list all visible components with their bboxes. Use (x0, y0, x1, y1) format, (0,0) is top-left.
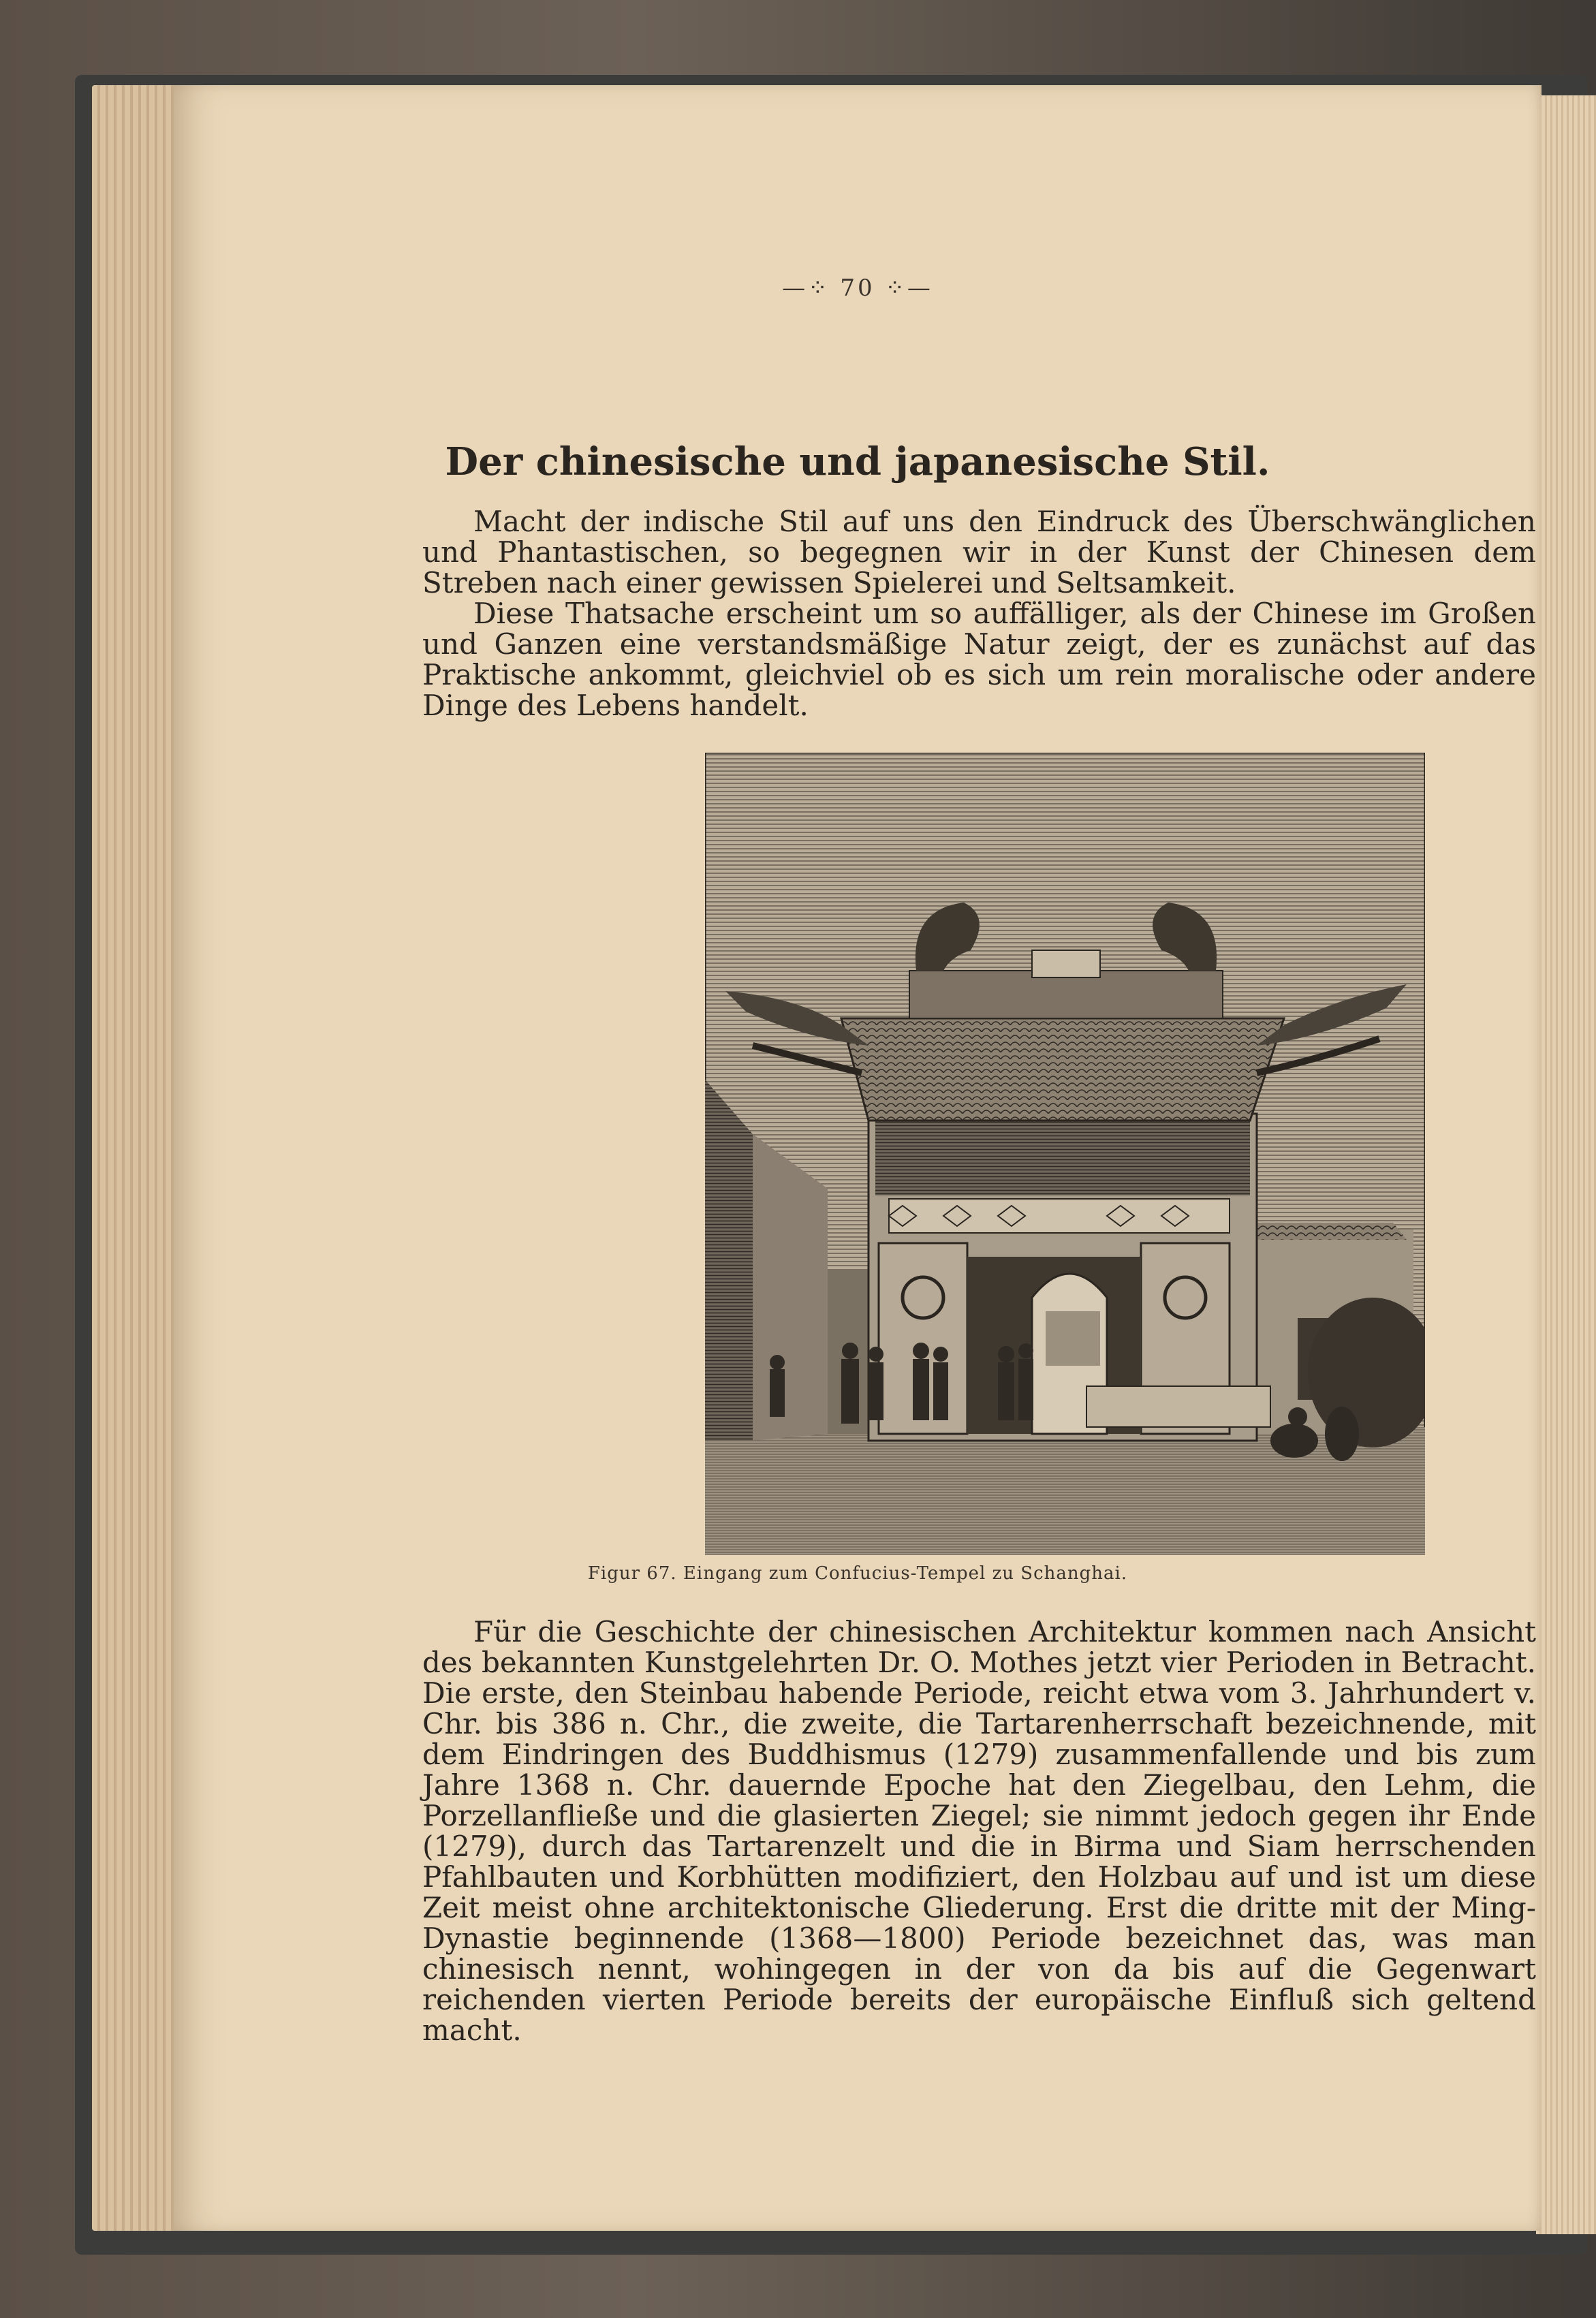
paragraph-1: Macht der indische Stil auf uns den Eindruck des Überschwänglichen und Phantastischen, so begegnen wir in der Kunst der Chinesen dem Streben nach einer gewissen Spielerei und Seltsamkeit. (422, 505, 1536, 599)
page-number: —⁘ 70 ⁘— (782, 275, 933, 302)
page-edges-right (1536, 95, 1596, 2234)
paragraph-3: Für die Geschichte der chinesischen Architektur kommen nach Ansicht des bekannten Kunstgelehrten Dr. O. Mothes jetzt vier Perioden in Betracht. Die erste, den Steinbau habende Periode, reicht etwa vom 3. Jahrhundert v. Chr. bis 386 n. Chr., die zweite, die Tartarenherrschaft bezeichnende, mit dem Eindringen des Buddhismus (1279) zusammenfallende und bis zum Jahre 1368 n. Chr. dauernde Epoche hat den Ziegelbau, den Lehm, die Porzellanfließe und die glasierten Ziegel; sie nimmt jedoch gegen ihr Ende (1279), durch das Tartarenzelt und die in Birma und Siam herrschenden Pfahlbauten und Korbhütten modifiziert, den Holzbau auf und ist um diese Zeit meist ohne architektonische Gliederung. Erst die dritte mit der Ming-Dynastie beginnende (1368—1800) Periode bezeichnet das, was man chinesisch nennt, wohingegen in der von da bis auf die Gegenwart reichenden vierten Periode bereits der europäische Einfluß sich geltend macht. (422, 1615, 1536, 2047)
figure-caption: Figur 67. Eingang zum Confucius-Tempel zu Schanghai. (587, 1563, 1128, 1584)
chapter-title: Der chinesische und japanesische Stil. (445, 439, 1270, 484)
paragraph-2: Diese Thatsache erscheint um so auffälliger, als der Chinese im Großen und Ganzen eine verstandsmäßige Natur zeigt, der es zunächst auf das Praktische ankommt, gleichviel ob es sich um rein moralische oder andere Dinge des Lebens handelt. (422, 597, 1536, 722)
temple-gate-illustration (705, 753, 1425, 1555)
figure-engraving (705, 753, 1425, 1555)
book-page (174, 85, 1542, 2231)
